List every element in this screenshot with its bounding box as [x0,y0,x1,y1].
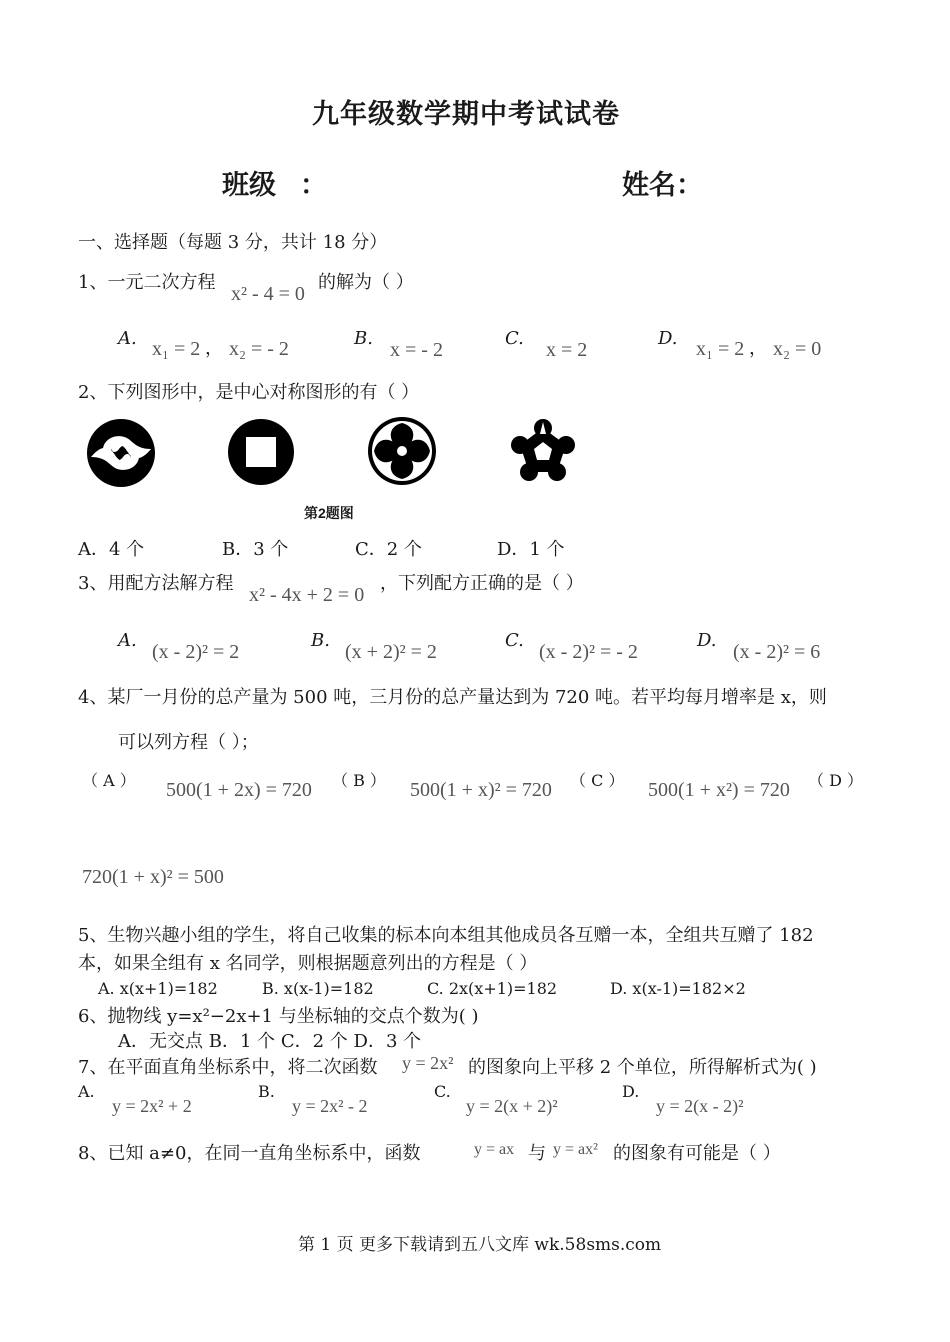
q2-option-a: A．4 个 [78,539,145,560]
class-label: 班级 [222,170,276,201]
page-title: 九年级数学期中考试试卷 [312,99,620,130]
name-label: 姓名： [622,170,703,201]
q7-option-d-label: D. [622,1082,640,1101]
q1-option-d-root1: x₁ = 2 [696,338,745,360]
q1-option-d-comma: ， [749,338,767,359]
page-footer: 第 1 页 更多下载请到五八文库 wk.58sms.com [298,1235,662,1255]
q3-option-b-answer: (x + 2)² = 2 [345,641,437,663]
q8-mid: 与 [528,1143,546,1164]
q1-option-d-root2: x₂ = 0 [773,338,822,360]
q4-option-b-label: （ B ） [332,771,386,790]
q8-stem-b: 的图象有可能是（ ） [613,1143,781,1164]
q8-equation-quadratic: y = ax² [553,1141,598,1158]
q2-figure-caption: 第2题图 [304,505,354,521]
q7-stem-b: 的图象向上平移 2 个单位，所得解析式为( ) [468,1057,817,1078]
q3-option-a-answer: (x - 2)² = 2 [152,641,240,663]
figure-swirl-circle [85,417,157,489]
q1-option-b-label: B. [354,328,373,349]
q1-option-d-label: D. [658,328,678,349]
q4-line1: 4、某厂一月份的总产量为 500 吨，三月份的总产量达到为 720 吨。若平均每月增率是 x，则 [78,687,827,708]
q7-stem-a: 7、在平面直角坐标系中，将二次函数 [78,1057,378,1078]
q3-stem-a: 3、用配方法解方程 [78,573,234,594]
q7-option-b-label: B. [258,1082,275,1101]
q1-option-c-label: C. [505,328,524,349]
q6-stem: 6、抛物线 y=x²−2x+1 与坐标轴的交点个数为( ) [78,1006,479,1027]
figure-pentagon-flower [510,418,576,484]
q1-option-a-comma: ， [205,338,223,359]
q1-option-b-answer: x = - 2 [390,339,443,361]
figure-square-in-circle [226,417,296,487]
q7-option-d-answer: y = 2(x - 2)² [656,1096,744,1116]
q1-option-a-root2: x₂ = - 2 [229,338,289,360]
q1-option-a-root1: x₁ = 2 [152,338,201,360]
q7-option-a-label: A. [78,1082,95,1101]
q4-option-a-label: （ A ） [82,771,136,790]
q3-option-d-answer: (x - 2)² = 6 [733,641,821,663]
q2-option-b: B．3 个 [222,539,289,560]
q1-stem-b: 的解为（ ） [318,272,414,293]
q4-option-a-answer: 500(1 + 2x) = 720 [166,779,312,801]
q5-option-b: B. x(x-1)=182 [262,979,374,998]
q3-option-d-label: D. [697,630,717,651]
class-colon: ： [300,170,327,201]
q4-option-d-answer: 720(1 + x)² = 500 [82,866,224,888]
q3-option-c-answer: (x - 2)² = - 2 [539,641,638,663]
q7-option-b-answer: y = 2x² - 2 [292,1096,368,1116]
q1-option-a-label: A. [118,328,137,349]
section-heading: 一、选择题（每题 3 分，共计 18 分） [78,232,388,253]
q6-options: A．无交点 B．1 个 C．2 个 D．3 个 [118,1031,422,1052]
q2-stem: 2、下列图形中，是中心对称图形的有（ ） [78,382,420,403]
q5-option-d: D. x(x-1)=182×2 [610,979,746,998]
q3-option-b-label: B. [311,630,330,651]
q4-option-d-label: （ D ） [808,771,864,790]
q7-equation: y = 2x² [402,1053,454,1073]
q4-option-c-label: （ C ） [570,771,625,790]
q3-option-c-label: C. [505,630,524,651]
q8-equation-linear: y = ax [474,1141,515,1158]
figure-four-petal-circle [366,415,438,487]
q2-option-d: D．1 个 [497,539,565,560]
q5-line1: 5、生物兴趣小组的学生，将自己收集的标本向本组其他成员各互赠一本，全组共互赠了 182 [78,925,814,946]
q5-line2: 本，如果全组有 x 名同学，则根据题意列出的方程是（ ） [78,953,538,974]
q1-stem-a: 1、一元二次方程 [78,272,216,293]
q5-option-c: C. 2x(x+1)=182 [427,979,558,998]
q5-option-a: A. x(x+1)=182 [98,979,218,998]
q8-stem-a: 8、已知 a≠0，在同一直角坐标系中，函数 [78,1143,421,1164]
q7-option-c-label: C. [434,1082,451,1101]
q3-option-a-label: A. [118,630,137,651]
q4-line2: 可以列方程（ ）； [118,732,259,753]
q4-option-c-answer: 500(1 + x²) = 720 [648,779,790,801]
q2-option-c: C．2 个 [355,539,422,560]
q3-stem-b: ，下列配方正确的是（ ） [380,573,584,594]
q7-option-c-answer: y = 2(x + 2)² [466,1096,558,1116]
q1-equation: x² - 4 = 0 [231,283,305,305]
q4-option-b-answer: 500(1 + x)² = 720 [410,779,552,801]
q7-option-a-answer: y = 2x² + 2 [112,1096,192,1116]
q3-equation: x² - 4x + 2 = 0 [249,584,365,606]
q1-option-c-answer: x = 2 [546,339,588,361]
